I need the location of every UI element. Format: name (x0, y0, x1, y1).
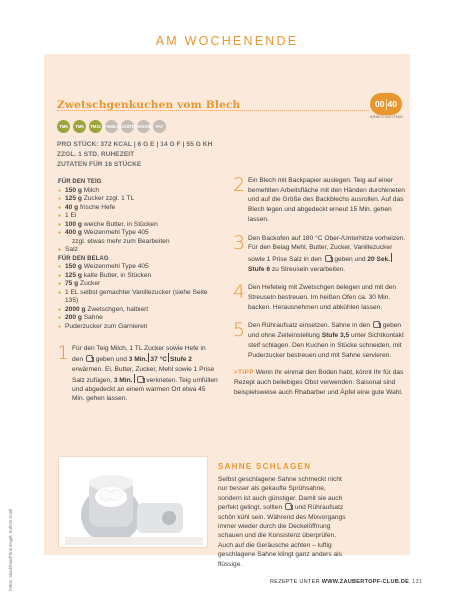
ingredient-name: Salz (65, 246, 78, 253)
ingredient-item (58, 212, 218, 221)
steps-column (234, 176, 406, 397)
step-number: 5 (233, 319, 246, 342)
ingredient-name: weiche Butter, in Stücken (81, 220, 158, 228)
dough-mode-icon (137, 376, 144, 383)
ingredient-name: 1 EL selbst gemachter Vanillezucker (siehe Seite 135) (65, 288, 208, 304)
separator (391, 253, 392, 262)
sahne-title: SAHNE SCHLAGEN (218, 462, 312, 471)
recipe-icon-0: TM5 (57, 120, 70, 133)
step-time: 3 Min. (128, 356, 148, 364)
mixing-bowl-icon (325, 255, 332, 262)
ingredient-item (58, 195, 218, 204)
dough-heading: FÜR DEN TEIG (58, 179, 102, 185)
step-5 (234, 321, 406, 360)
step-number: 3 (233, 231, 246, 254)
page-footer (270, 579, 422, 585)
ingredient-amount: 2000 g (65, 305, 86, 313)
mixing-bowl-icon (373, 321, 380, 328)
tip-label-text: TIPP (238, 369, 254, 377)
ingredient-item (58, 187, 218, 196)
step-text: Ein Blech mit Backpapier auslegen. Teig auf einer bemehlten Arbeitsfläche mit den Händen durchkneten und auf die Größe des Backblechs ausrollen. Auf das Blech legen und abgedeckt erneut 15 Min. gehen lassen. (248, 177, 405, 223)
step-speed: Stufe 6 (248, 265, 270, 273)
badge-label-right: MIN (395, 115, 403, 119)
ingredient-name: Zucker zzgl. 1 TL (81, 195, 135, 202)
recipe-icon-5: VEGGIE (137, 120, 150, 133)
ingredient-item (58, 323, 218, 332)
step-text: Den Hefeteig mit Zwetschgen belegen und mit den Streuseln bestreuen. Im heißen Ofen ca. 30 Min. backen. Herausnehmen und abkühlen lassen. (248, 284, 397, 311)
step-text: Den Rühraufsatz einsetzen. Sahne in den (248, 322, 371, 330)
ingredient-name: Milch (81, 186, 100, 194)
badge-left: 00 (375, 99, 385, 109)
step-text: erwärmen. Ei, Butter, Zucker, Mehl sowie 1 Prise Salz zufügen, (72, 365, 215, 384)
tip-text: Wenn Ihr einmal den Boden habt, könnt Ihr für das Rezept auch beliebiges Obst verwenden. Saisonal sind beispielsweise auch Rhabarber und Äpfel eine gute Wahl. (234, 369, 404, 396)
step-text: verkneten. Teig umfüllen und abgedeckt an einem warmen Ort etwa 45 Min. gehen lassen. (72, 376, 218, 403)
photo-credit: Fotos: StockFood/Tina Engel; Kathrin Knoll (8, 509, 13, 592)
step-speed: Stufe 3,5 (321, 332, 350, 340)
ingredient-name: frische Hefe (78, 203, 116, 211)
ingredient-amount: 150 g (65, 263, 82, 270)
time-badge (370, 93, 402, 115)
step-number: 1 (57, 342, 70, 364)
step-2 (234, 176, 406, 225)
ingredient-name: kalte Butter, in Stücken (81, 271, 152, 279)
ingredients-column (58, 178, 218, 404)
step-text: Den Backofen auf 180 °C Ober-/Unterhitze vorheizen. Für den Belag Mehl, Butter, Zucker, Vanillezucker sowie 1 Prise Salz in den (248, 234, 406, 263)
step-speed: Stufe 2 (169, 356, 192, 364)
ingredient-amount: 150 g (65, 186, 82, 194)
sahne-text-a: Selbst geschlagene Sahne schmeckt nicht nur besser als gekaufte Sprühsahne, sondern ist auch günstiger. Damit sie auch perfekt gelingt, sollten (218, 476, 343, 512)
section-title: AM WOCHENENDE (155, 34, 299, 48)
sahne-text (218, 475, 350, 569)
step-text: geben und ohne Zeiteinstellung (248, 322, 402, 340)
step-temp: 37 °C (150, 356, 167, 364)
separator (134, 374, 135, 383)
recipe-icon-1: TM6 (73, 120, 86, 133)
ingredient-item (58, 221, 218, 230)
recipe-icon-3: FAMILY (105, 120, 118, 133)
ingredient-item (58, 306, 218, 315)
title-underline (57, 110, 369, 111)
ingredient-item (58, 280, 218, 289)
topping-ingredients (58, 263, 218, 331)
badge-labels (370, 115, 402, 119)
badge-divider (386, 99, 387, 110)
rest-time: ZZGL. 1 STD. RUHEZEIT (57, 151, 135, 158)
recipe-panel (44, 54, 410, 568)
ingredient-amount: 40 g (65, 203, 79, 211)
whipped-cream-photo (58, 456, 208, 548)
step-number: 2 (233, 174, 246, 196)
step-text: zu Streuseln verarbeiten. (271, 265, 346, 273)
footer-prefix: REZEPTE UNTER (270, 579, 322, 585)
ingredient-name: zzgl. etwas mehr zum Bearbeiten (72, 237, 170, 245)
step-3 (233, 231, 406, 275)
ingredient-item (58, 314, 218, 323)
ingredient-item (58, 272, 218, 281)
recipe-icon-4: GÄSTE (121, 120, 134, 133)
recipe-icon-2: TM31 (89, 120, 102, 133)
mixing-bowl-icon (285, 503, 292, 510)
page-number: 131 (412, 579, 423, 585)
ingredient-item (58, 238, 218, 247)
separator (168, 353, 169, 362)
step-4 (234, 283, 406, 312)
step-1 (58, 344, 218, 404)
ingredient-amount: 400 g (65, 229, 82, 236)
dough-ingredients (58, 187, 218, 255)
ingredient-name: Sahne (81, 314, 103, 321)
badge-right: 40 (387, 99, 397, 109)
step-text: Für den Teig Milch, 1 TL Zucker sowie Hefe in den (72, 345, 206, 364)
mixing-bowl-icon (86, 355, 93, 362)
ingredient-amount: 200 g (65, 314, 82, 321)
step-text: unter Sichtkontakt steif schlagen. Den Kuchen in Stücke schneiden, mit Puderzucker bestreuen und mit Sahne servieren. (248, 332, 404, 359)
footer-site[interactable]: WWW.ZAUBERTOPF-CLUB.DE (321, 579, 410, 585)
ingredient-name: Weizenmehl Type 405 (81, 263, 149, 270)
ingredient-name: Puderzucker zum Garnieren (65, 322, 148, 330)
thermomix-image (59, 457, 209, 549)
step-time: 20 Sek. (367, 255, 391, 263)
recipe-title: Zwetschgenkuchen vom Blech (57, 99, 241, 111)
badge-label-left: ARBEITSZEIT (370, 115, 396, 119)
ingredient-amount: 125 g (65, 195, 82, 202)
ingredient-amount: 100 g (65, 220, 82, 228)
topping-heading: FÜR DEN BELAG (58, 255, 109, 262)
step-number: 4 (233, 281, 246, 304)
tip-box (234, 368, 406, 397)
ingredient-item (58, 204, 218, 213)
ingredient-amount: 75 g (65, 280, 79, 287)
ingredient-item (58, 263, 218, 272)
tip-label: >TIPP (234, 369, 254, 377)
servings: ZUTATEN FÜR 16 STÜCKE (57, 161, 142, 168)
ingredient-name: 1 Ei (65, 212, 77, 219)
ingredient-item (58, 289, 218, 306)
recipe-icon-6: FAT (153, 120, 166, 133)
sahne-text-b: und Rühraufsatz schön kühl sein. Während des Mixvorgangs immer wieder durch die Deckelöffnung schauen und die Konsistenz überprüfen. Auch auf die Geräusche achten – luftig geschlagene Sahne klingt ganz anders als flüssige. (218, 504, 346, 568)
ingredient-item (58, 246, 218, 255)
ingredient-amount: 125 g (65, 271, 82, 279)
step-time: 3 Min. (113, 376, 133, 384)
ingredient-name: Zwetschgen, halbiert (85, 305, 149, 313)
ingredient-item (58, 229, 218, 238)
nutrition-info: PRO STÜCK: 372 KCAL | 6 G E | 14 G F | 55 G KH (57, 141, 213, 148)
ingredient-name: Zucker (78, 280, 101, 287)
step-text: geben und (334, 255, 366, 263)
ingredient-name: Weizenmehl Type 405 (81, 229, 149, 236)
recipe-icons (57, 120, 166, 133)
step-text: geben und (95, 356, 127, 364)
